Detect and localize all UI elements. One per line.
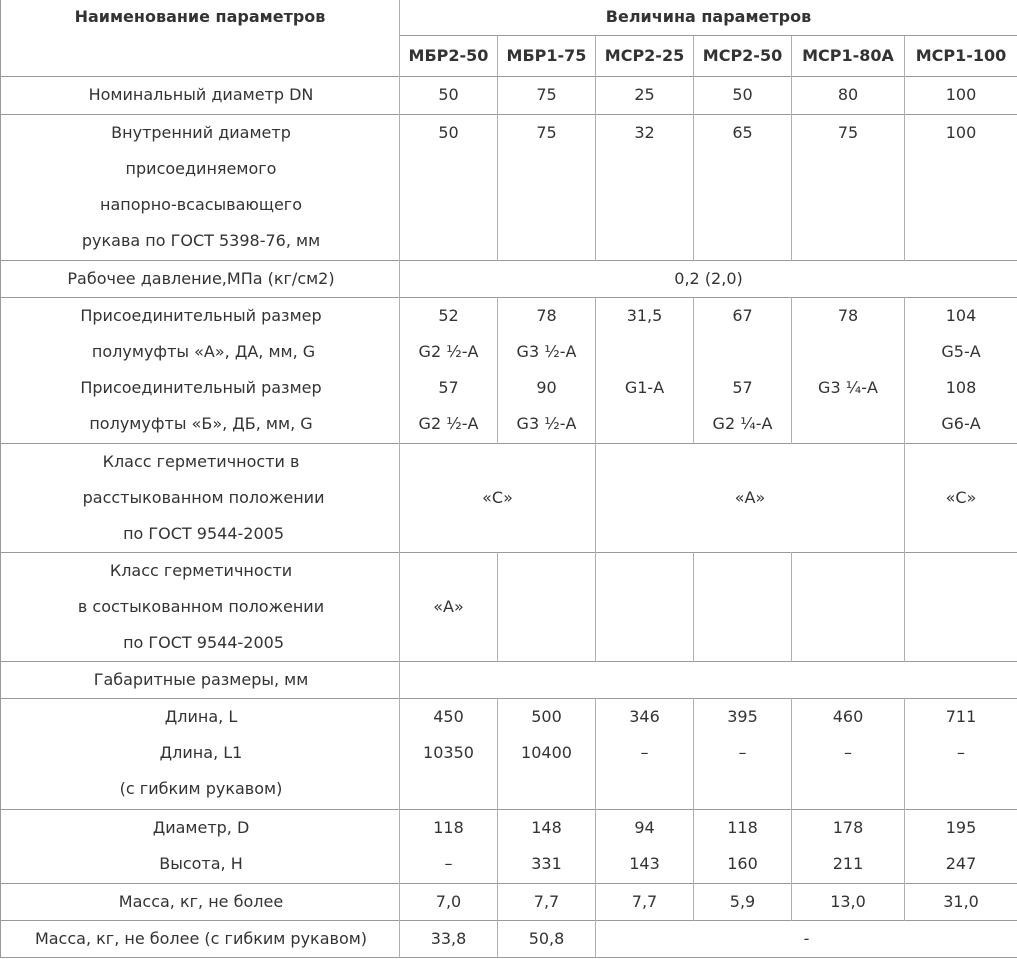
- table-row: [1, 552, 1017, 661]
- table-row: [1, 260, 1017, 297]
- cell-value: [905, 297, 1017, 370]
- cell-value: [792, 370, 905, 443]
- row-label-line: по ГОСТ 9544-2005: [117, 523, 284, 543]
- cell-value: [792, 297, 905, 370]
- cell-value: «С»: [905, 443, 1017, 552]
- cell-value: 331: [498, 846, 596, 883]
- row-label-line: Класс герметичности: [109, 560, 293, 580]
- cell-line: G3 ¼-А: [818, 378, 878, 397]
- row-label-line: напорно-всасывающего: [100, 194, 302, 214]
- row-label: Длина, L: [1, 698, 400, 735]
- model-header: МСР2-25: [596, 35, 694, 76]
- cell-value: 247: [905, 846, 1017, 883]
- cell-line: G5-А: [941, 341, 981, 361]
- param-value-header: Величина параметров: [400, 0, 1017, 35]
- row-label-line: Присоединительный размер: [80, 378, 322, 397]
- cell-value: 10350: [400, 735, 498, 809]
- cell-empty: [905, 552, 1017, 661]
- cell-line: 90: [536, 378, 557, 397]
- cell-value: 100: [905, 114, 1017, 260]
- cell-value: 50: [400, 76, 498, 114]
- cell-value: 100: [905, 76, 1017, 114]
- cell-value: 75: [792, 114, 905, 260]
- cell-value: «А»: [596, 443, 905, 552]
- row-label: Высота, H: [1, 846, 400, 883]
- cell-value: 143: [596, 846, 694, 883]
- row-label-line: расстыкованном положении: [77, 487, 325, 507]
- cell-value: 450: [400, 698, 498, 735]
- cell-line: 57: [732, 378, 753, 397]
- model-header: МСР2-50: [694, 35, 792, 76]
- row-label: Диаметр, D: [1, 809, 400, 846]
- table-row: [1, 443, 1017, 552]
- cell-value: 500: [498, 698, 596, 735]
- cell-value: –: [905, 735, 1017, 809]
- cell-value: 25: [596, 76, 694, 114]
- cell-empty: [596, 552, 694, 661]
- cell-value: [694, 297, 792, 370]
- cell-value: 33,8: [400, 920, 498, 957]
- row-label-line: Внутренний диаметр: [111, 122, 291, 142]
- row-label-line: присоединяемого: [125, 158, 277, 178]
- cell-empty: [694, 552, 792, 661]
- cell-empty: [792, 552, 905, 661]
- row-label: [1, 735, 400, 809]
- row-label-line: Длина, L1: [159, 743, 243, 762]
- cell-value: 178: [792, 809, 905, 846]
- cell-value: 50: [400, 114, 498, 260]
- cell-value: 460: [792, 698, 905, 735]
- cell-value: 346: [596, 698, 694, 735]
- cell-value: 50: [694, 76, 792, 114]
- cell-value: 31,0: [905, 883, 1017, 920]
- param-name-header: Наименование параметров: [1, 0, 400, 76]
- row-label: [1, 552, 400, 661]
- row-label: Габаритные размеры, мм: [1, 661, 400, 698]
- table-row: [1, 883, 1017, 920]
- cell-line: G3 ½-А: [516, 414, 577, 433]
- cell-value: 211: [792, 846, 905, 883]
- row-label: [1, 297, 400, 370]
- table-row: [1, 846, 1017, 883]
- row-label-line: рукава по ГОСТ 5398-76, мм: [81, 230, 321, 250]
- cell-value: 7,0: [400, 883, 498, 920]
- cell-value: 395: [694, 698, 792, 735]
- cell-value: 118: [694, 809, 792, 846]
- cell-value: 65: [694, 114, 792, 260]
- cell-value: –: [694, 735, 792, 809]
- cell-value: 32: [596, 114, 694, 260]
- cell-line: 52: [438, 305, 459, 325]
- cell-line: G1-А: [624, 378, 665, 397]
- cell-value: 75: [498, 76, 596, 114]
- cell-value: 13,0: [792, 883, 905, 920]
- cell-value: [905, 370, 1017, 443]
- row-label-line: по ГОСТ 9544-2005: [117, 632, 284, 652]
- cell-value: 94: [596, 809, 694, 846]
- row-label: [1, 370, 400, 443]
- cell-empty: [400, 661, 1017, 698]
- cell-value: «А»: [400, 552, 498, 661]
- cell-value: –: [400, 846, 498, 883]
- cell-value: [400, 297, 498, 370]
- table-row: [1, 76, 1017, 114]
- cell-value: 5,9: [694, 883, 792, 920]
- row-label: [1, 114, 400, 260]
- cell-value: –: [792, 735, 905, 809]
- cell-line: G6-А: [941, 414, 981, 433]
- cell-line: G2 ½-А: [418, 341, 479, 361]
- cell-line: G3 ½-А: [516, 341, 577, 361]
- row-label-line: полумуфты «Б», ДБ, мм, G: [89, 414, 313, 433]
- table-row: [1, 920, 1017, 957]
- cell-value: [694, 370, 792, 443]
- row-label-line: в состыкованном положении: [77, 596, 325, 616]
- cell-line: 31,5: [626, 305, 663, 325]
- table-row: [1, 735, 1017, 809]
- cell-line: 78: [837, 305, 859, 325]
- model-header: МБР2-50: [400, 35, 498, 76]
- cell-value: [596, 297, 694, 370]
- table-row: [1, 370, 1017, 443]
- cell-line: 57: [438, 378, 459, 397]
- cell-value: «С»: [400, 443, 596, 552]
- row-label-line: Класс герметичности в: [102, 451, 300, 471]
- row-label: Масса, кг, не более (с гибким рукавом): [1, 920, 400, 957]
- row-label-line: полумуфты «А», ДА, мм, G: [86, 341, 316, 361]
- cell-value: [596, 370, 694, 443]
- cell-value: 160: [694, 846, 792, 883]
- cell-line: 104: [945, 305, 977, 325]
- cell-value: 711: [905, 698, 1017, 735]
- cell-value: 50,8: [498, 920, 596, 957]
- cell-empty: [498, 552, 596, 661]
- cell-line: G2 ¼-А: [712, 414, 773, 433]
- table-row: [1, 114, 1017, 260]
- model-header: МБР1-75: [498, 35, 596, 76]
- cell-value: [400, 370, 498, 443]
- cell-value: 7,7: [498, 883, 596, 920]
- cell-value: [498, 297, 596, 370]
- table-row: [1, 661, 1017, 698]
- row-label-line: Присоединительный размер: [80, 305, 322, 325]
- cell-line: 78: [536, 305, 557, 325]
- cell-value: [498, 370, 596, 443]
- table-row: [1, 297, 1017, 370]
- row-label: Номинальный диаметр DN: [1, 76, 400, 114]
- cell-value: 80: [792, 76, 905, 114]
- table-row: [1, 809, 1017, 846]
- row-label: Масса, кг, не более: [1, 883, 400, 920]
- cell-line: 108: [945, 378, 977, 397]
- cell-value: 10400: [498, 735, 596, 809]
- model-header: МСР1-80А: [792, 35, 905, 76]
- cell-value: -: [596, 920, 1017, 957]
- model-header: МСР1-100: [905, 35, 1017, 76]
- cell-value: 75: [498, 114, 596, 260]
- row-label: Рабочее давление,МПа (кг/см2): [1, 260, 400, 297]
- cell-line: 67: [732, 305, 753, 325]
- cell-line: G2 ½-А: [418, 414, 479, 433]
- row-label-line: (с гибким рукавом): [119, 779, 283, 798]
- cell-value: 195: [905, 809, 1017, 846]
- cell-value: 118: [400, 809, 498, 846]
- table-row: [1, 698, 1017, 735]
- cell-value: 7,7: [596, 883, 694, 920]
- row-label: [1, 443, 400, 552]
- cell-value: 148: [498, 809, 596, 846]
- cell-value: 0,2 (2,0): [400, 260, 1017, 297]
- cell-value: –: [596, 735, 694, 809]
